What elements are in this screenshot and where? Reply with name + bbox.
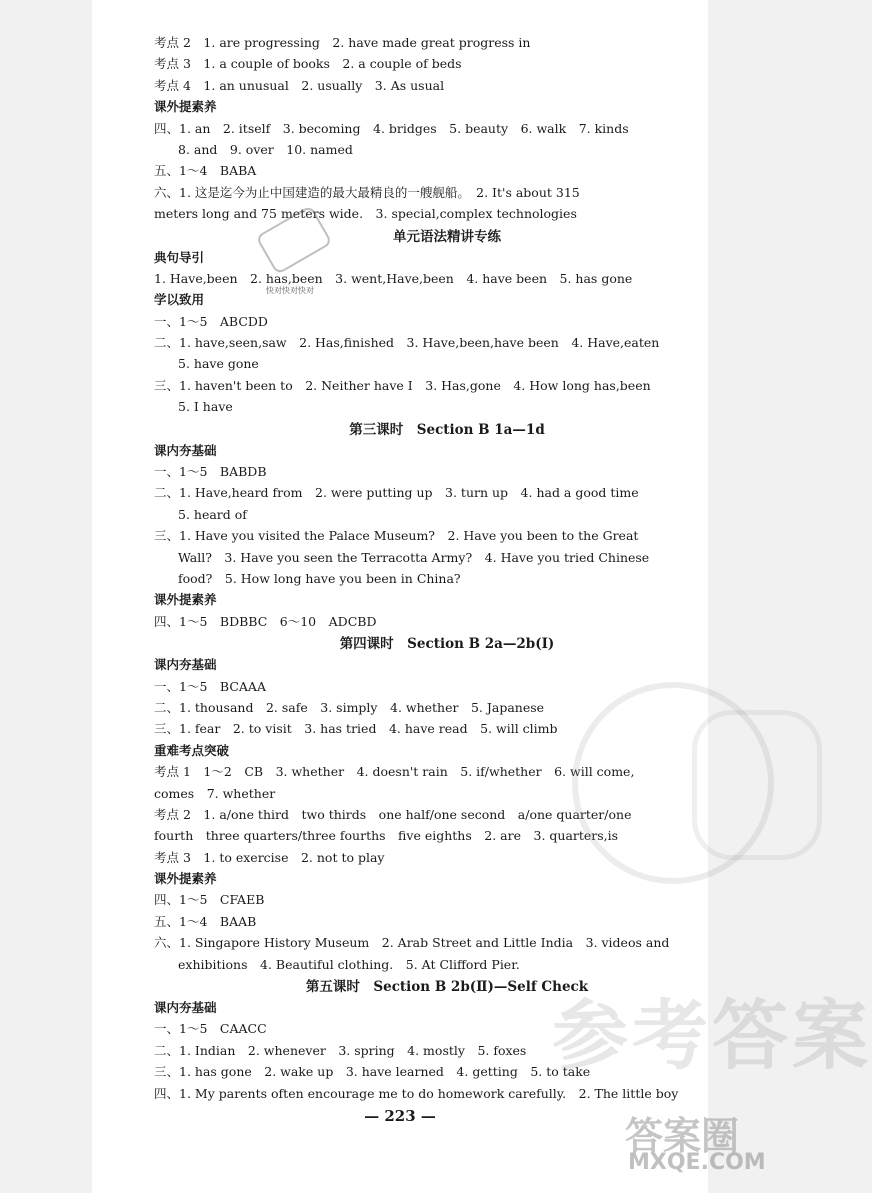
answer-line: 三、1. Have you visited the Palace Museum? 2. Have you been to the Great — [154, 528, 639, 544]
section-heading: 课内夯基础 — [154, 1000, 217, 1016]
answer-line: 一、1～5 ABCDD — [154, 313, 268, 329]
section-heading: 典句导引 — [154, 249, 205, 265]
section-title: 单元语法精讲专练 — [393, 228, 501, 245]
section-heading: 课内夯基础 — [154, 442, 217, 458]
answer-line: 五、1～4 BAAB — [154, 913, 257, 929]
answer-page — [92, 0, 872, 1193]
answer-line: 四、1～5 CFAEB — [154, 892, 265, 908]
section-heading: 课外提素养 — [154, 99, 217, 115]
answer-line: 考点 2 1. a/one third two thirds one half/one second a/one quarter/one — [154, 806, 632, 822]
section-title: 第三课时 Section B 1a—1d — [349, 421, 545, 438]
answer-line: 5. have gone — [178, 356, 259, 372]
answer-line: 三、1. haven't been to 2. Neither have I 3. Has,gone 4. How long has,been — [154, 377, 651, 393]
answer-line: 考点 4 1. an unusual 2. usually 3. As usual — [154, 77, 445, 93]
section-heading: 课外提素养 — [154, 871, 217, 887]
answer-line: 六、1. 这是迄今为止中国建造的最大最精良的一艘舰船。 2. It's about 315 — [154, 184, 580, 200]
answer-line: 5. heard of — [178, 506, 247, 522]
answer-line: 1. Have,been 2. has,been 3. went,Have,been 4. have been 5. has gone — [154, 270, 633, 286]
answer-line: 8. and 9. over 10. named — [178, 141, 353, 157]
answer-line: Wall? 3. Have you seen the Terracotta Army? 4. Have you tried Chinese — [178, 549, 650, 565]
answer-line: 一、1～5 CAACC — [154, 1021, 267, 1037]
answer-line: 二、1. thousand 2. safe 3. simply 4. whether 5. Japanese — [154, 699, 545, 715]
answer-line: 六、1. Singapore History Museum 2. Arab Street and Little India 3. videos and — [154, 935, 670, 951]
corner-logo: 答案圈 — [625, 1114, 740, 1158]
answer-line: 四、1. My parents often encourage me to do homework carefully. 2. The little boy — [154, 1085, 679, 1101]
answer-line: 一、1～5 BABDB — [154, 464, 267, 480]
stamp-caption: 快对快对快对 — [266, 286, 314, 295]
answer-line: 四、1～5 BDBBC 6～10 ADCBD — [154, 613, 377, 629]
answer-line: 一、1～5 BCAAA — [154, 678, 266, 694]
answer-lines — [154, 32, 740, 1104]
answer-line: meters long and 75 meters wide. 3. special,complex technologies — [154, 206, 577, 222]
answer-line: 二、1. Have,heard from 2. were putting up 3. turn up 4. had a good time — [154, 485, 639, 501]
answer-line: 二、1. have,seen,saw 2. Has,finished 3. Have,been,have been 4. Have,eaten — [154, 335, 660, 351]
section-title: 第五课时 Section B 2b(Ⅱ)—Self Check — [305, 979, 589, 996]
section-title: 第四课时 Section B 2a—2b(Ⅰ) — [339, 636, 555, 653]
answer-line: comes 7. whether — [154, 785, 276, 801]
answer-line: exhibitions 4. Beautiful clothing. 5. At Clifford Pier. — [178, 956, 520, 972]
answer-line: fourth three quarters/three fourths five eighths 2. are 3. quarters,is — [154, 828, 619, 844]
answer-line: 考点 1 1～2 CB 3. whether 4. doesn't rain 5. if/whether 6. will come, — [154, 764, 635, 780]
answer-line: 三、1. fear 2. to visit 3. has tried 4. have read 5. will climb — [154, 721, 558, 737]
page-number: — 223 — — [364, 1107, 436, 1125]
watermark-band-text: 参考答案 — [552, 991, 872, 1080]
answer-line: 五、1～4 BABA — [154, 163, 257, 179]
answer-line: food? 5. How long have you been in China? — [178, 570, 461, 586]
answer-line: 三、1. has gone 2. wake up 3. have learned 4. getting 5. to take — [154, 1064, 591, 1080]
section-heading: 学以致用 — [154, 292, 205, 308]
answer-line: 考点 3 1. a couple of books 2. a couple of beds — [154, 56, 462, 72]
section-heading: 课外提素养 — [154, 592, 217, 608]
section-heading: 重难考点突破 — [154, 742, 230, 758]
answer-line: 二、1. Indian 2. whenever 3. spring 4. mostly 5. foxes — [154, 1042, 527, 1058]
section-heading: 课内夯基础 — [154, 657, 217, 673]
answer-line: 考点 2 1. are progressing 2. have made great progress in — [154, 35, 531, 50]
answer-line: 考点 3 1. to exercise 2. not to play — [154, 849, 385, 865]
answer-line: 四、1. an 2. itself 3. becoming 4. bridges 5. beauty 6. walk 7. kinds — [154, 120, 629, 136]
corner-url: MXQE.COM — [628, 1150, 766, 1175]
answer-line: 5. I have — [178, 399, 233, 415]
